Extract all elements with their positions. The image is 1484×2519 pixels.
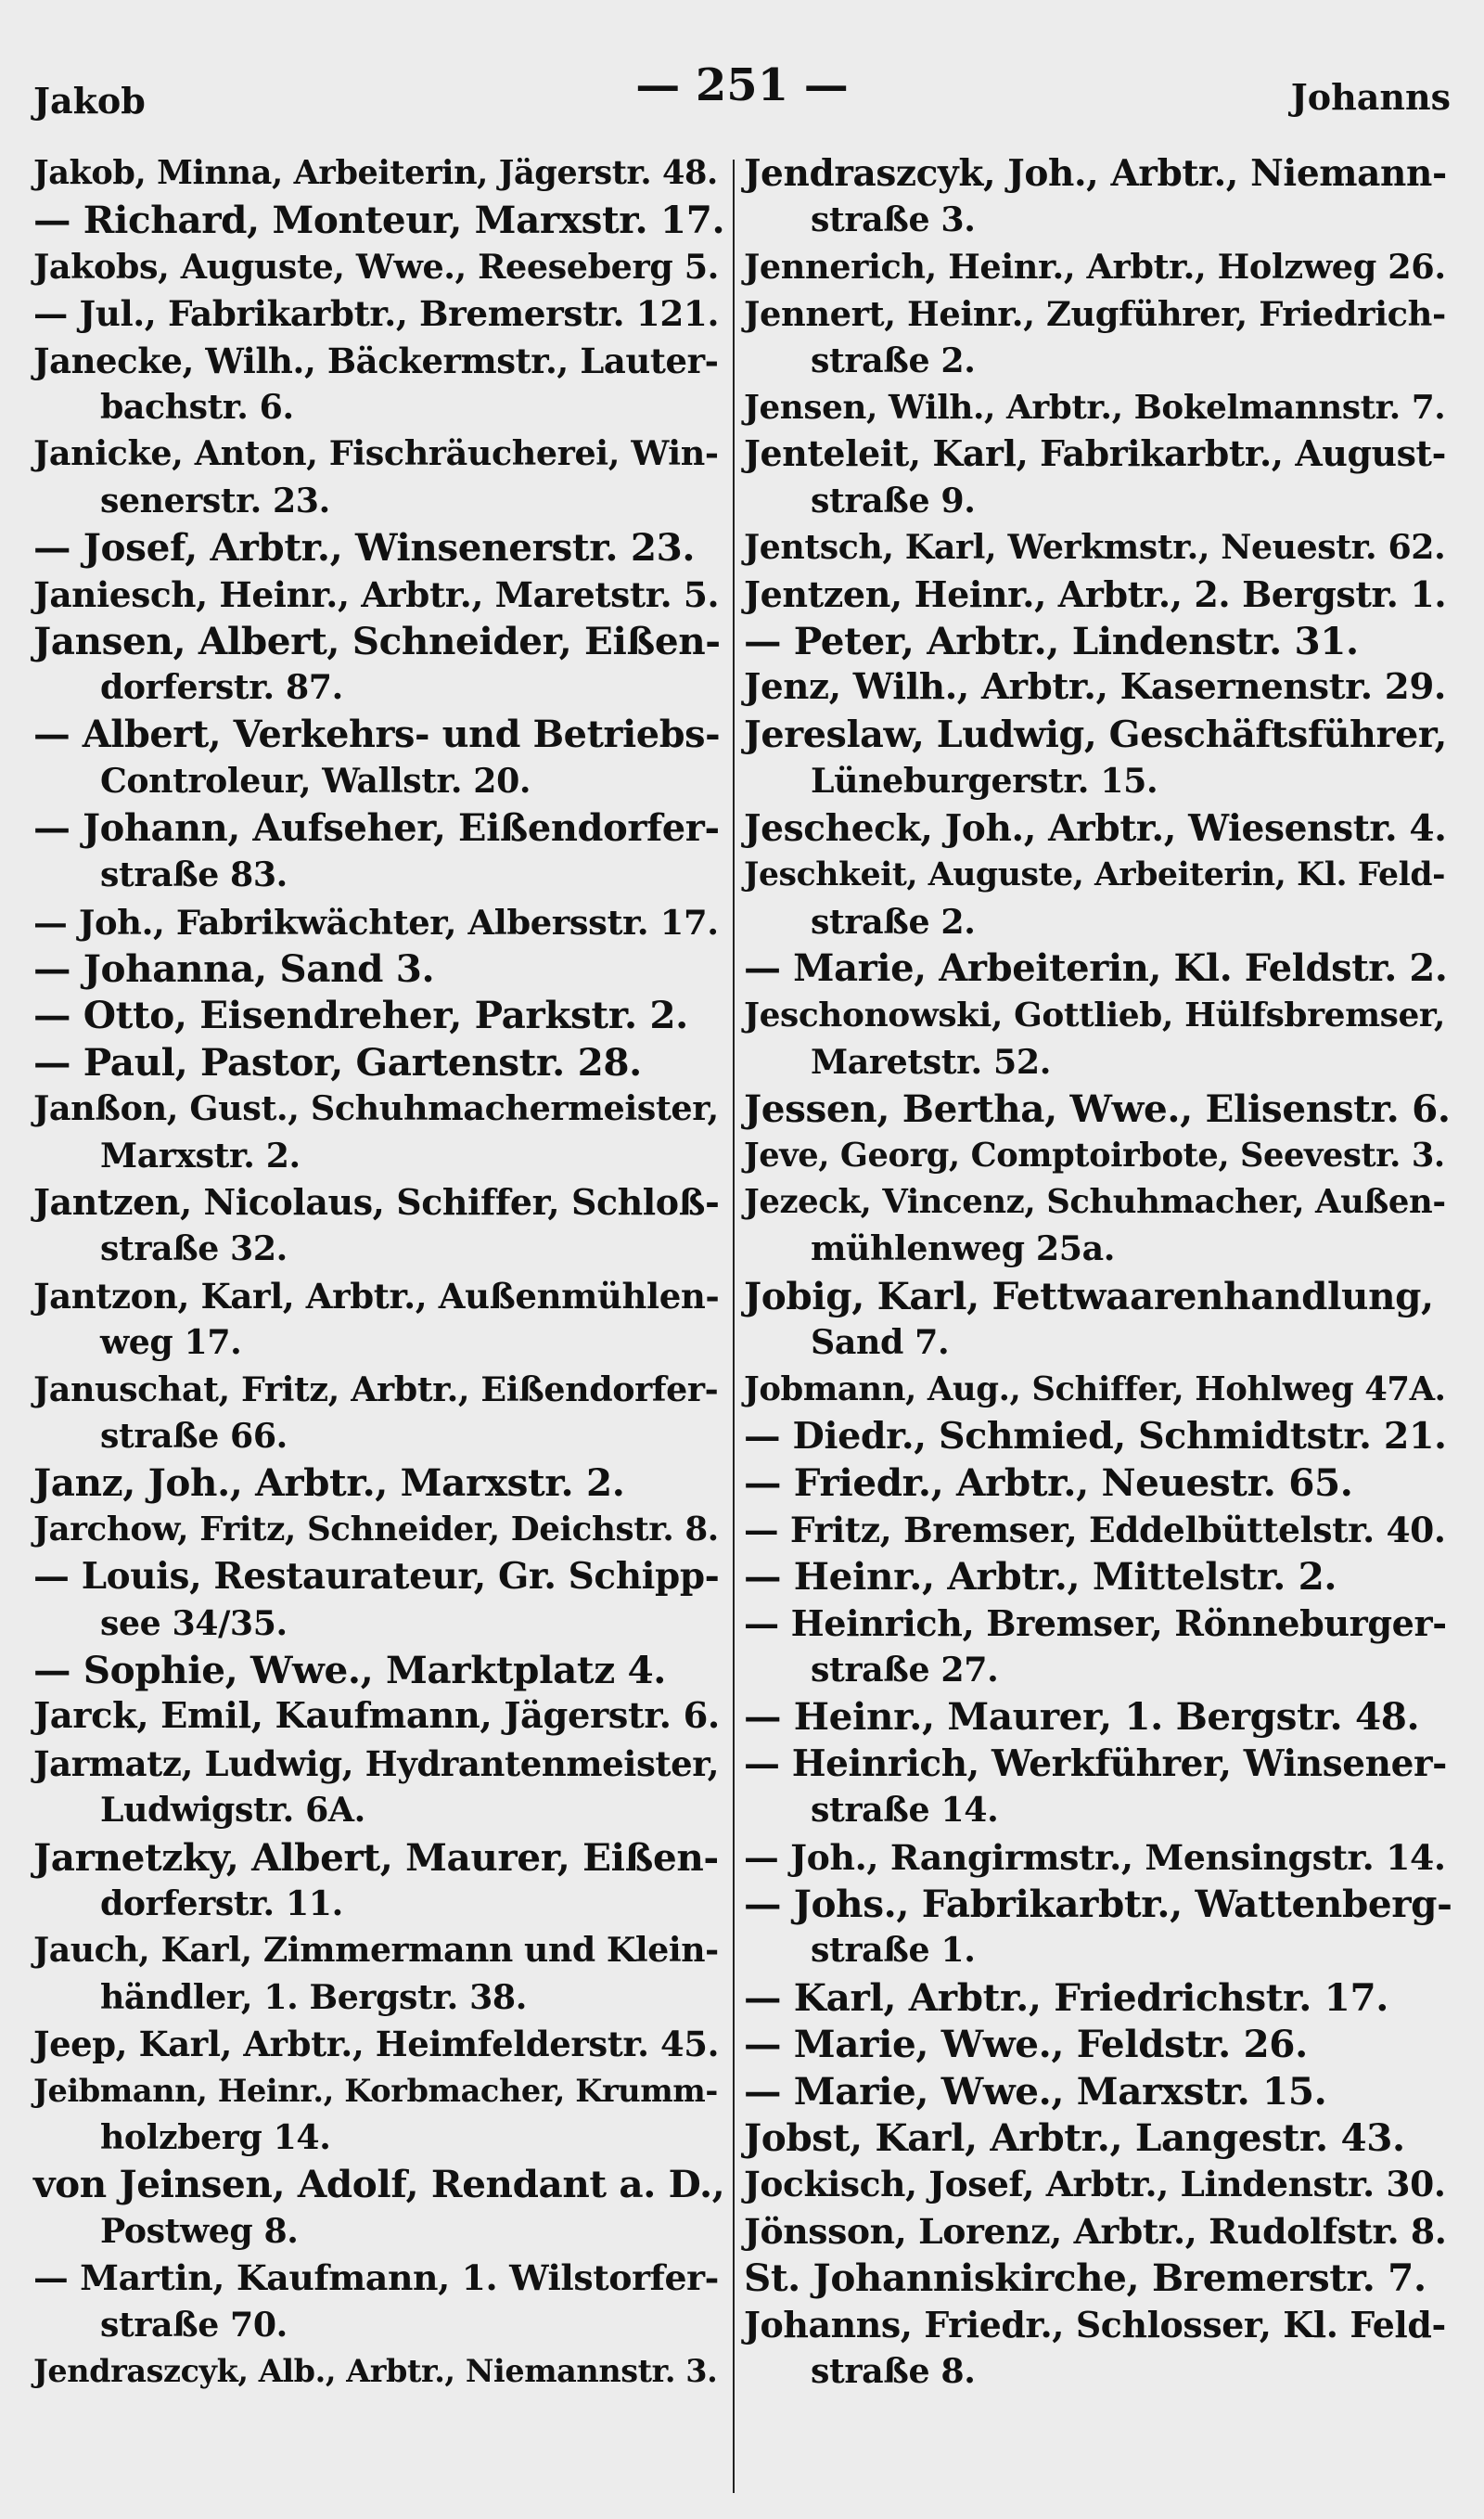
directory-entry [33, 805, 727, 899]
entry-continuation: Maretstr. 52. [811, 1041, 1052, 1082]
entry-continuation: weg 17. [100, 1322, 242, 1363]
entry-line: Janicke, Anton, Fischräucherei, Win- [33, 433, 719, 474]
directory-entry [33, 2161, 727, 2255]
directory-entry [744, 2068, 1454, 2114]
entry-line: — Heinrich, Bremser, Rönneburger- [744, 1601, 1447, 1644]
entry-continuation: straße 9. [811, 480, 976, 521]
entry-line: Jakob, Minna, Arbeiterin, Jägerstr. 48. [33, 154, 718, 192]
entry-line: Jentsch, Karl, Werkmstr., Neuestr. 62. [744, 527, 1446, 568]
entry-continuation: Sand 7. [811, 1322, 950, 1363]
entry-continuation: straße 66. [100, 1415, 288, 1456]
entry-continuation: straße 2. [811, 340, 976, 380]
directory-entry [744, 2161, 1454, 2207]
entry-line: Jauch, Karl, Zimmermann und Klein- [33, 1930, 719, 1971]
entry-line: Jantzon, Karl, Arbtr., Außenmühlen- [33, 1275, 720, 1317]
directory-entry [33, 197, 727, 243]
entry-line: Jeschonowski, Gottlieb, Hülfsbremser, [744, 996, 1445, 1035]
entry-line: — Marie, Wwe., Marxstr. 15. [744, 2068, 1327, 2114]
entry-line: — Heinrich, Werkführer, Winsener- [744, 1741, 1447, 1785]
directory-entry [744, 290, 1454, 384]
directory-entry [33, 290, 727, 337]
entry-line: Jezeck, Vincenz, Schuhmacher, Außen- [744, 1182, 1446, 1221]
entry-line: Jobst, Karl, Arbtr., Langestr. 43. [744, 2115, 1405, 2161]
entry-continuation: Marxstr. 2. [100, 1135, 301, 1176]
entry-line: — Fritz, Bremser, Eddelbüttelstr. 40. [744, 1509, 1446, 1550]
entry-line: Jenteleit, Karl, Fabrikarbtr., August- [744, 432, 1446, 475]
entry-line: — Josef, Arbtr., Winsenerstr. 23. [33, 525, 696, 571]
entry-line: — Johanna, Sand 3. [33, 945, 435, 991]
entry-continuation: straße 32. [100, 1228, 288, 1269]
directory-entry [744, 2302, 1454, 2396]
entry-line: — Sophie, Wwe., Marktplatz 4. [33, 1648, 667, 1692]
entry-line: Jantzen, Nicolaus, Schiffer, Schloß- [33, 1180, 720, 1223]
entry-continuation: Lüneburgerstr. 15. [811, 761, 1158, 802]
directory-entry [744, 1881, 1454, 1974]
directory-entry [744, 1834, 1454, 1881]
directory-entry [33, 2021, 727, 2067]
entry-continuation: straße 8. [811, 2351, 976, 2392]
entry-line: Janiesch, Heinr., Arbtr., Maretstr. 5. [33, 573, 720, 615]
directory-entry [744, 1507, 1454, 1553]
entry-continuation: mühlenweg 25a. [811, 1228, 1116, 1269]
directory-entry [744, 572, 1454, 618]
entry-line: — Marie, Arbeiterin, Kl. Feldstr. 2. [744, 945, 1448, 990]
entry-line: Jereslaw, Ludwig, Geschäftsführer, [744, 713, 1447, 756]
entry-line: — Diedr., Schmied, Schmidtstr. 21. [744, 1414, 1447, 1458]
entry-line: Jescheck, Joh., Arbtr., Wiesenstr. 4. [744, 806, 1447, 850]
directory-entry [744, 1413, 1454, 1459]
entry-line: Jennerich, Heinr., Arbtr., Holzweg 26. [744, 246, 1446, 287]
directory-entry [744, 1741, 1454, 1834]
entry-continuation: straße 14. [811, 1790, 999, 1831]
entry-line: — Martin, Kaufmann, 1. Wilstorfer- [33, 2256, 719, 2299]
directory-entry [33, 899, 727, 945]
directory-entry [33, 1039, 727, 1086]
entry-line: Jansen, Albert, Schneider, Eißen- [33, 619, 721, 664]
entry-line: — Johs., Fabrikarbtr., Wattenberg- [744, 1882, 1452, 1927]
directory-entry [33, 1273, 727, 1367]
directory-entry [33, 1367, 727, 1460]
entry-line: Jeep, Karl, Arbtr., Heimfelderstr. 45. [33, 2024, 720, 2065]
entry-line: Jönsson, Lorenz, Arbtr., Rudolfstr. 8. [744, 2210, 1447, 2252]
directory-entry [744, 384, 1454, 431]
directory-entry [744, 664, 1454, 711]
directory-entry [744, 2114, 1454, 2161]
directory-entry [33, 1927, 727, 2021]
column-divider [733, 160, 735, 2493]
entry-line: Janecke, Wilh., Bäckermstr., Lauter- [33, 340, 719, 381]
entry-line: — Otto, Eisendreher, Parkstr. 2. [33, 993, 688, 1038]
header-last-name: Johanns [1290, 76, 1451, 118]
entry-line: Jessen, Bertha, Wwe., Elisenstr. 6. [744, 1086, 1451, 1132]
directory-entry [744, 618, 1454, 664]
entry-line: Jarnetzky, Albert, Maurer, Eißen- [33, 1834, 719, 1880]
entry-line: — Johann, Aufseher, Eißendorfer- [33, 805, 720, 850]
entry-line: Jockisch, Josef, Arbtr., Lindenstr. 30. [744, 2164, 1446, 2205]
left-column [33, 150, 727, 2396]
entry-continuation: straße 70. [100, 2304, 288, 2345]
entry-line: Jeibmann, Heinr., Korbmacher, Krumm- [33, 2072, 718, 2109]
directory-entry [33, 1647, 727, 1693]
entry-continuation: straße 27. [811, 1650, 999, 1690]
directory-entry [744, 1179, 1454, 1273]
directory-entry [33, 2348, 727, 2395]
entry-line: — Friedr., Arbtr., Neuestr. 65. [744, 1460, 1353, 1506]
entry-line: — Jul., Fabrikarbtr., Bremerstr. 121. [33, 293, 720, 335]
directory-entry [33, 712, 727, 805]
directory-entry [744, 150, 1454, 244]
entry-line: — Richard, Monteur, Marxstr. 17. [33, 198, 725, 243]
entry-line: Jakobs, Auguste, Wwe., Reeseberg 5. [33, 246, 719, 287]
directory-entry [33, 1834, 727, 1928]
directory-entry [744, 524, 1454, 571]
directory-entry [744, 992, 1454, 1086]
entry-line: Jenz, Wilh., Arbtr., Kasernenstr. 29. [744, 666, 1447, 709]
entry-line: Jentzen, Heinr., Arbtr., 2. Bergstr. 1. [744, 572, 1447, 615]
entry-continuation: Ludwigstr. 6A. [100, 1790, 365, 1831]
entry-continuation: senerstr. 23. [100, 480, 330, 521]
directory-entry [744, 1600, 1454, 1694]
entry-line: — Albert, Verkehrs- und Betriebs- [33, 713, 721, 756]
directory-entry [33, 992, 727, 1038]
entry-line: Januschat, Fritz, Arbtr., Eißendorfer- [33, 1369, 719, 1409]
directory-entry [33, 1693, 727, 1740]
entry-line: Johanns, Friedr., Schlosser, Kl. Feld- [744, 2303, 1446, 2345]
entry-line: Jobmann, Aug., Schiffer, Hohlweg 47A. [744, 1369, 1446, 1408]
page-number: — 251 — [635, 59, 849, 111]
entry-line: Jennert, Heinr., Zugführer, Friedrich- [744, 293, 1446, 335]
entry-line: Jensen, Wilh., Arbtr., Bokelmannstr. 7. [744, 388, 1446, 428]
entry-line: — Joh., Fabrikwächter, Albersstr. 17. [33, 901, 719, 943]
directory-entry [33, 1741, 727, 1834]
entry-line: — Marie, Wwe., Feldstr. 26. [744, 2022, 1308, 2067]
directory-entry [33, 572, 727, 618]
entry-continuation: Controleur, Wallstr. 20. [100, 761, 531, 802]
directory-entry [33, 150, 727, 197]
directory-entry [744, 1367, 1454, 1413]
directory-entry [33, 618, 727, 712]
header-first-name: Jakob [33, 80, 146, 122]
directory-entry [744, 2255, 1454, 2301]
directory-entry [33, 1553, 727, 1647]
directory-entry [33, 2255, 727, 2348]
entry-continuation: straße 3. [811, 199, 976, 240]
entry-line: St. Johanniskirche, Bremerstr. 7. [744, 2256, 1426, 2301]
entry-continuation: straße 1. [811, 1930, 976, 1971]
directory-entry [744, 431, 1454, 524]
directory-entry [744, 2208, 1454, 2255]
directory-entry [33, 244, 727, 290]
entry-line: Janz, Joh., Arbtr., Marxstr. 2. [33, 1460, 625, 1506]
directory-entry [744, 1086, 1454, 1132]
entry-line: — Heinr., Arbtr., Mittelstr. 2. [744, 1554, 1337, 1600]
directory-entry [33, 1459, 727, 1506]
entry-line: — Paul, Pastor, Gartenstr. 28. [33, 1039, 642, 1085]
entry-continuation: Postweg 8. [100, 2210, 299, 2251]
entry-continuation: straße 2. [811, 901, 976, 942]
directory-entry [33, 1086, 727, 1179]
directory-entry [33, 1179, 727, 1273]
entry-continuation: holzberg 14. [100, 2117, 331, 2158]
entry-continuation: see 34/35. [100, 1602, 288, 1643]
entry-continuation: händler, 1. Bergstr. 38. [100, 1976, 527, 2017]
directory-entry [744, 1133, 1454, 1179]
entry-line: Janßon, Gust., Schuhmachermeister, [33, 1088, 719, 1129]
page-header [33, 59, 1451, 124]
directory-entry [33, 945, 727, 992]
entry-line: Jeve, Georg, Comptoirbote, Seevestr. 3. [744, 1136, 1445, 1175]
entry-line: von Jeinsen, Adolf, Rendant a. D., [33, 2162, 725, 2207]
entry-line: — Heinr., Maurer, 1. Bergstr. 48. [744, 1694, 1420, 1740]
directory-entry [744, 1553, 1454, 1600]
entry-line: Jendraszcyk, Alb., Arbtr., Niemannstr. 3. [33, 2353, 718, 2390]
directory-entry [33, 524, 727, 571]
entry-line: Jeschkeit, Auguste, Arbeiterin, Kl. Feld- [744, 856, 1446, 894]
directory-entry [744, 712, 1454, 805]
directory-entry [744, 1693, 1454, 1740]
entry-continuation: bachstr. 6. [100, 387, 294, 428]
directory-entry [744, 2021, 1454, 2067]
directory-entry [33, 1507, 727, 1553]
entry-line: Jarchow, Fritz, Schneider, Deichstr. 8. [33, 1510, 719, 1549]
entry-line: Jendraszcyk, Joh., Arbtr., Niemann- [744, 152, 1447, 195]
entry-line: Jarmatz, Ludwig, Hydrantenmeister, [33, 1742, 720, 1784]
directory-entry [744, 805, 1454, 852]
entry-line: Jobig, Karl, Fettwaarenhandlung, [744, 1273, 1434, 1318]
entry-continuation: dorferstr. 11. [100, 1883, 343, 1924]
entry-line: Jarck, Emil, Kaufmann, Jägerstr. 6. [33, 1695, 720, 1738]
directory-entry [33, 338, 727, 431]
entry-line: — Joh., Rangirmstr., Mensingstr. 14. [744, 1835, 1446, 1878]
directory-entry [33, 431, 727, 524]
directory-columns [33, 150, 1454, 2488]
directory-entry [33, 2068, 727, 2162]
right-column [744, 150, 1454, 2396]
entry-line: — Peter, Arbtr., Lindenstr. 31. [744, 619, 1359, 664]
entry-line: — Louis, Restaurateur, Gr. Schipp- [33, 1555, 720, 1599]
entry-line: — Karl, Arbtr., Friedrichstr. 17. [744, 1974, 1388, 2020]
directory-entry [744, 244, 1454, 290]
directory-entry [744, 1459, 1454, 1506]
directory-entry [744, 1974, 1454, 2021]
entry-continuation: straße 83. [100, 855, 288, 895]
directory-entry [744, 945, 1454, 992]
directory-entry [744, 852, 1454, 945]
entry-continuation: dorferstr. 87. [100, 667, 343, 708]
directory-entry [744, 1273, 1454, 1367]
